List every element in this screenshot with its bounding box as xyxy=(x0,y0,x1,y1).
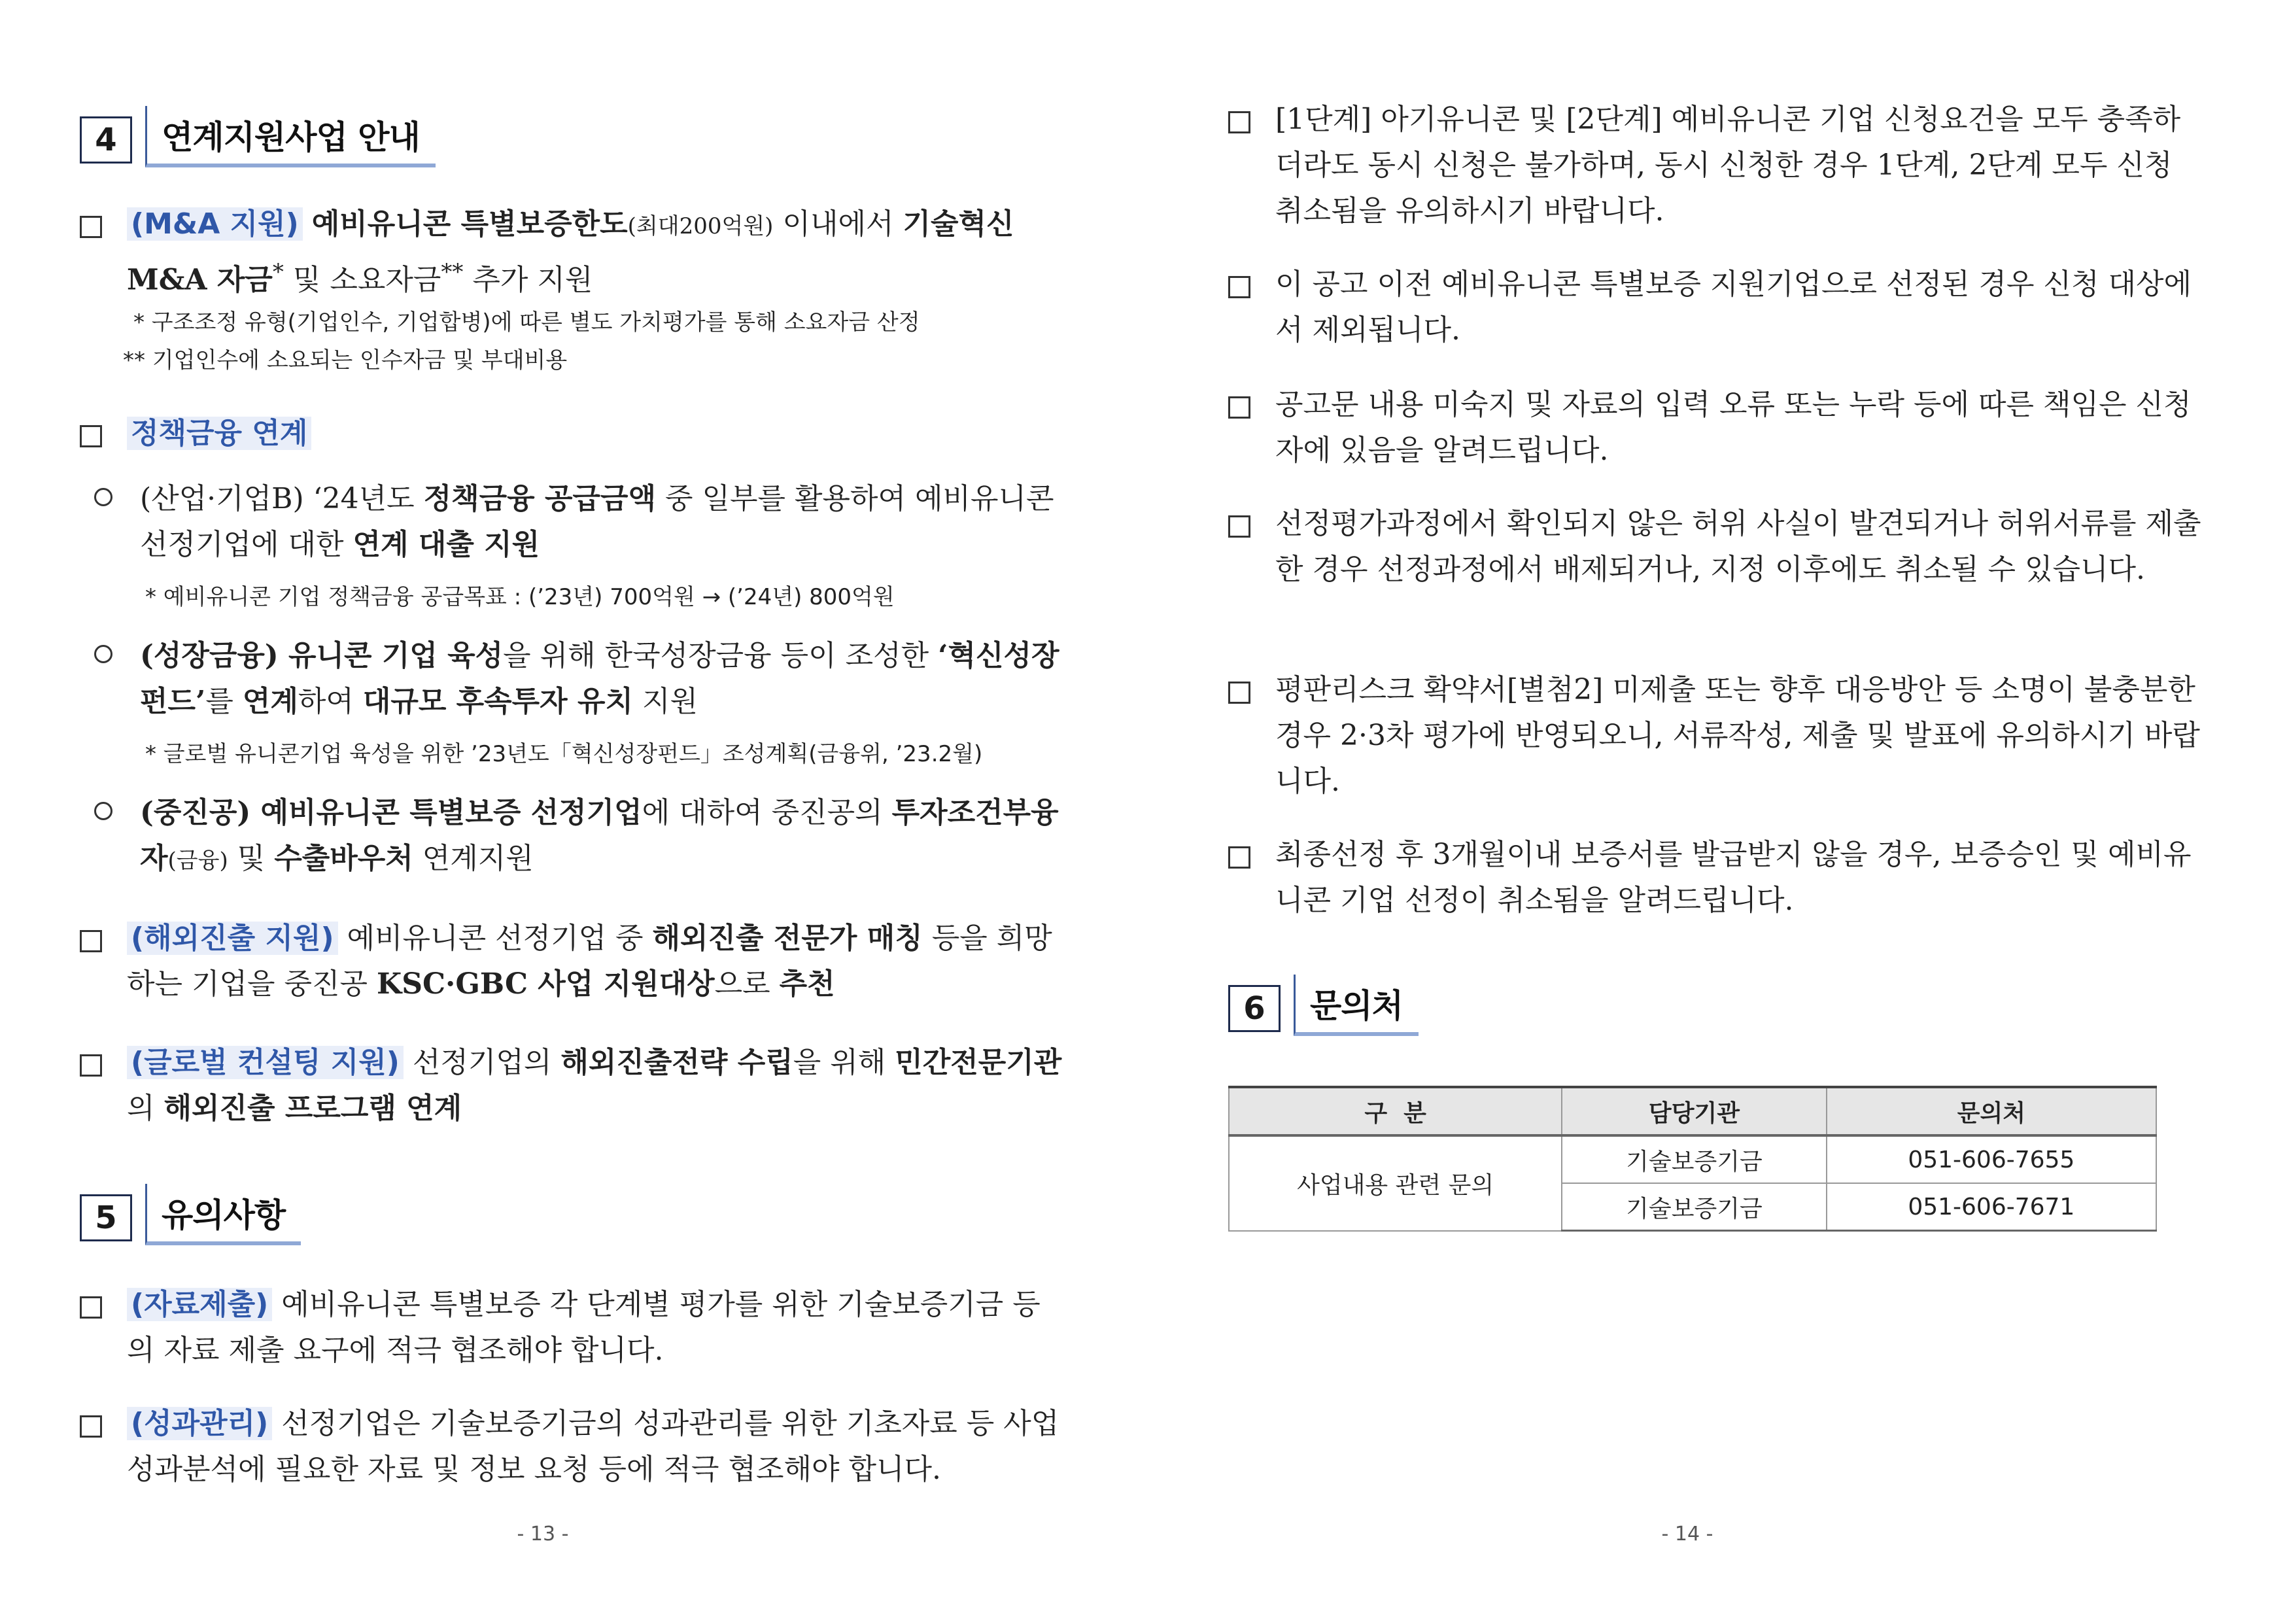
contact-table xyxy=(1228,1086,2157,1232)
text-span: 평판리스크 확약서[별첨2] 미제출 또는 향후 대응방안 등 소명이 불충분한 경우 2·3차 평가에 반영되오니, 서류작성, 제출 및 발표에 유의하시기 바랍니다. xyxy=(1275,673,2200,798)
notice-item xyxy=(1228,382,2204,474)
text-span: 예비유니콘 특별보증 각 단계별 평가를 위한 기술보증기금 등의 자료 제출 요구에 적극 협조해야 합니다. xyxy=(127,1288,1041,1367)
circle-bullet-icon xyxy=(94,488,112,506)
circle-bullet-icon xyxy=(94,645,112,663)
text-span: 대규모 후속투자 유치 xyxy=(362,685,634,718)
category-cell: 사업내용 관련 문의 xyxy=(1229,1135,1562,1231)
page-number: - 14 - xyxy=(1661,1523,1713,1546)
checkbox-square-icon xyxy=(80,1296,102,1319)
notice-item xyxy=(1228,97,2204,234)
notice-item xyxy=(1228,262,2204,353)
text-span: 정책금융 공급금액 xyxy=(423,482,656,515)
text-span: KSC·GBC 사업 지원대상 xyxy=(377,967,715,1001)
policy-sub-item-bank xyxy=(80,476,1075,568)
footnote: * 예비유니콘 기업 정책금융 공급목표 : (’23년) 700억원 → (’24년) 800억원 xyxy=(145,584,895,610)
checkbox-square-icon xyxy=(1228,846,1250,869)
phone-cell: 051-606-7655 xyxy=(1827,1135,2156,1183)
text-span: 예비유니콘 특별보증한도 xyxy=(311,207,628,241)
column-header: 구 분 xyxy=(1229,1087,1562,1135)
column-header: 담당기관 xyxy=(1562,1087,1826,1135)
text-span: 민간전문기관 xyxy=(895,1046,1062,1079)
text-span: 중 일부를 활용하여 예비유니콘 선정기업에 대한 xyxy=(140,482,1054,561)
section-title: 연계지원사업 안내 xyxy=(162,118,420,156)
checkbox-square-icon xyxy=(1228,111,1250,133)
org-cell: 기술보증기금 xyxy=(1562,1135,1826,1183)
footnote-mark: ** xyxy=(441,259,464,285)
org-cell: 기술보증기금 xyxy=(1562,1183,1826,1231)
checkbox-square-icon xyxy=(1228,396,1250,419)
item-tag: (자료제출) xyxy=(127,1288,272,1321)
section-number: 5 xyxy=(80,1194,132,1241)
data-submission-item xyxy=(80,1282,1062,1373)
text-span: 이 공고 이전 예비유니콘 특별보증 지원기업으로 선정된 경우 신청 대상에서 제외됩니다. xyxy=(1275,268,2192,347)
text-span: 연계 xyxy=(242,685,298,718)
policy-sub-item-growth xyxy=(80,633,1075,725)
overseas-support-item xyxy=(80,916,1062,1007)
notice-item xyxy=(1228,667,2204,804)
performance-management-item xyxy=(80,1401,1062,1493)
checkbox-square-icon xyxy=(80,1415,102,1438)
footnote: * 구조조정 유형(기업인수, 기업합병)에 따른 별도 가치평가를 통해 소요자금 산정 xyxy=(133,309,920,336)
checkbox-square-icon xyxy=(1228,515,1250,538)
notice-item xyxy=(1228,501,2204,593)
policy-sub-item-kosmes xyxy=(80,790,1075,884)
text-span: 선정기업은 기술보증기금의 성과관리를 위한 기초자료 등 사업 성과분석에 필요한 자료 및 정보 요청 등에 적극 협조해야 합니다. xyxy=(127,1407,1059,1486)
text-span: 예비유니콘 선정기업 중 xyxy=(337,922,653,955)
section-number: 4 xyxy=(80,116,132,164)
footnote: * 글로벌 유니콘기업 육성을 위한 ’23년도「혁신성장펀드」조성계획(금융위, ’23.2월) xyxy=(145,741,983,767)
section-6-heading xyxy=(1228,975,1419,1036)
table-header-row xyxy=(1229,1087,2156,1135)
checkbox-square-icon xyxy=(80,425,102,447)
text-span: 등을 희망하는 기업을 중진공 xyxy=(127,922,1052,1001)
text-span: ‘혁신성장펀드’ xyxy=(140,639,1059,718)
checkbox-square-icon xyxy=(80,930,102,952)
notice-item xyxy=(1228,832,2204,924)
checkbox-square-icon xyxy=(1228,682,1250,704)
footnote-mark: * xyxy=(272,259,284,285)
section-4-heading xyxy=(80,106,436,167)
text-span: 공고문 내용 미숙지 및 자료의 입력 오류 또는 누락 등에 따른 책임은 신청자에 있음을 알려드립니다. xyxy=(1275,388,2192,467)
text-span: 및 소요자금 xyxy=(283,263,441,297)
text-span: (최대200억원) xyxy=(627,213,774,239)
text-span: 최종선정 후 3개월이내 보증서를 발급받지 않을 경우, 보증승인 및 예비유니콘 기업 선정이 취소됨을 알려드립니다. xyxy=(1275,838,2192,917)
footnote: ** 기업인수에 소요되는 인수자금 및 부대비용 xyxy=(123,347,568,373)
text-span: 연계지원 xyxy=(413,842,534,875)
text-span: 기술혁신 M&A 자금 xyxy=(127,207,1014,297)
text-span: 해외진출 전문가 매칭 xyxy=(652,922,923,955)
page-13 xyxy=(0,0,1144,1624)
section-title: 문의처 xyxy=(1310,987,1403,1025)
text-span: 으로 xyxy=(714,967,780,1001)
text-span: [1단계] 아기유니콘 및 [2단계] 예비유니콘 기업 신청요건을 모두 충족하더라도 동시 신청은 불가하며, 동시 신청한 경우 1단계, 2단계 모두 신청 취소됨을 유의하시기 바랍니다. xyxy=(1275,103,2181,228)
text-span: 하여 xyxy=(298,685,363,718)
ma-support-item xyxy=(80,201,1062,303)
text-span: 해외진출전략 수립 xyxy=(560,1046,793,1079)
page-14 xyxy=(1144,0,2289,1624)
text-span: (금융) xyxy=(167,848,228,874)
text-span: 선정평가과정에서 확인되지 않은 허위 사실이 발견되거나 허위서류를 제출한 경우 선정과정에서 배제되거나, 지정 이후에도 취소될 수 있습니다. xyxy=(1275,507,2201,586)
checkbox-square-icon xyxy=(80,1054,102,1077)
item-tag: 정책금융 연계 xyxy=(127,417,311,450)
section-5-heading xyxy=(80,1184,301,1245)
global-consulting-item xyxy=(80,1040,1062,1132)
text-span: 선정기업의 xyxy=(403,1046,561,1079)
phone-cell: 051-606-7671 xyxy=(1827,1183,2156,1231)
item-tag: (성과관리) xyxy=(127,1407,272,1440)
text-span: 의 xyxy=(127,1092,164,1125)
text-span: 수출바우처 xyxy=(274,842,413,875)
text-span: (산업·기업B) ‘24년도 xyxy=(140,482,424,515)
circle-bullet-icon xyxy=(94,802,112,820)
text-span: (성장금융) xyxy=(140,639,288,672)
section-title: 유의사항 xyxy=(162,1196,286,1234)
text-span: 및 xyxy=(228,842,275,875)
item-tag: (M&A 지원) xyxy=(127,207,303,241)
item-tag: (글로벌 컨설팅 지원) xyxy=(127,1046,404,1079)
text-span: 해외진출 프로그램 연계 xyxy=(164,1092,462,1125)
checkbox-square-icon xyxy=(80,216,102,238)
text-span: 연계 대출 지원 xyxy=(353,528,540,561)
page-number: - 13 - xyxy=(517,1523,569,1546)
text-span: (중진공) xyxy=(140,796,261,829)
text-span: 투자조건부융자 xyxy=(140,796,1059,875)
text-span: 에 대하여 중진공의 xyxy=(642,796,892,829)
text-span: 을 위해 xyxy=(793,1046,895,1079)
table-row xyxy=(1229,1135,2156,1183)
item-tag: (해외진출 지원) xyxy=(127,922,338,955)
text-span: 이내에서 xyxy=(773,207,903,241)
text-span: 을 위해 한국성장금융 등이 조성한 xyxy=(503,639,938,672)
column-header: 문의처 xyxy=(1827,1087,2156,1135)
text-span: 지원 xyxy=(633,685,698,718)
text-span: 를 xyxy=(205,685,243,718)
checkbox-square-icon xyxy=(1228,276,1250,298)
policy-finance-item xyxy=(80,411,1062,457)
text-span: 예비유니콘 특별보증 선정기업 xyxy=(260,796,642,829)
text-span: 추천 xyxy=(779,967,835,1001)
section-number: 6 xyxy=(1228,985,1281,1032)
text-span: 추가 지원 xyxy=(463,263,593,297)
text-span: 유니콘 기업 육성 xyxy=(288,639,504,672)
